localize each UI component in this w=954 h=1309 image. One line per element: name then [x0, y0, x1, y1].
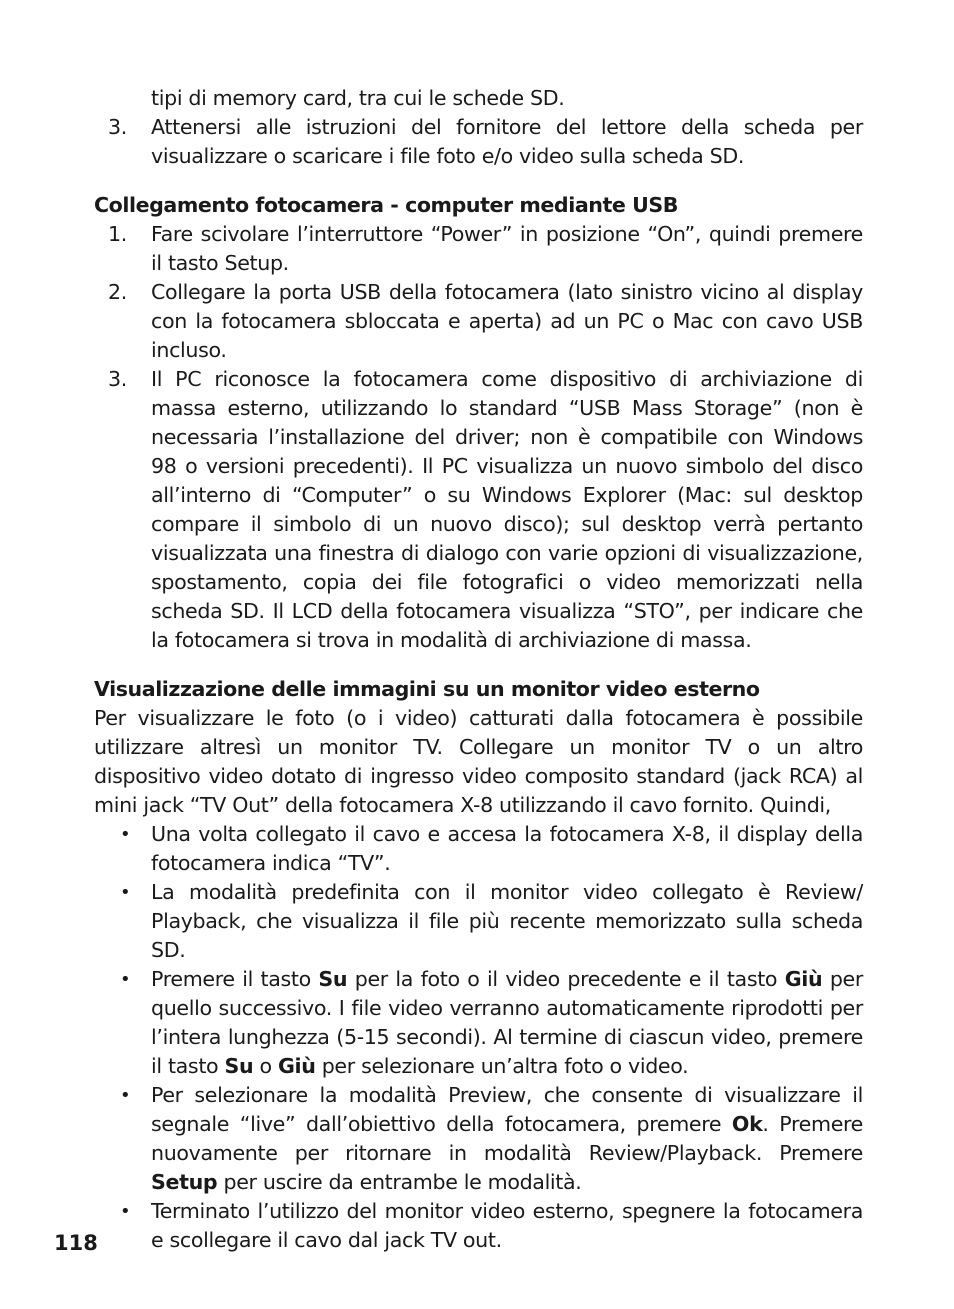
key-name-setup: Setup [151, 1170, 218, 1194]
list-item-text [151, 967, 863, 1078]
text-run: per uscire da entrambe le modalità. [217, 1170, 582, 1194]
tv-bullet-4 [94, 1081, 863, 1197]
tv-bullet-5 [94, 1197, 863, 1255]
tv-bullet-3 [94, 965, 863, 1081]
tv-bullet-2 [94, 878, 863, 965]
list-marker: 3. [108, 115, 127, 139]
sd-reader-step-3 [94, 113, 863, 171]
continued-list-text: tipi di memory card, tra cui le schede SD. [151, 86, 565, 110]
text-run: per selezionare un’altra foto o video. [315, 1054, 689, 1078]
key-name-su: Su [224, 1054, 254, 1078]
list-item-text: Attenersi alle istruzioni del fornitore del lettore della scheda per visualizzare o scaricare i file foto e/o video sulla scheda SD. [151, 115, 863, 168]
text-run: o [253, 1054, 278, 1078]
text-run: Premere il tasto [151, 967, 319, 991]
bullet-marker: • [120, 1201, 131, 1222]
bullet-marker: • [120, 824, 131, 845]
list-item-text: Il PC riconosce la fotocamera come dispositivo di archiviazione di massa esterno, utilizzando lo standard “USB Mass Storage” (non è necessaria l’installazione del driver; non è compatibile con Windows 98 o versioni precedenti). Il PC visualizza un nuovo simbolo del disco all’interno di “Computer” o su Windows Explorer (Mac: sul desktop compare il simbolo di un nuovo disco); sul desktop verrà pertanto visualizzata una finestra di dialogo con varie opzioni di visualizzazione, spostamento, copia dei file fotografici o video memorizzati nella scheda SD. Il LCD della fotocamera visualizza “STO”, per indicare che la fotocamera si trova in modalità di archiviazione di massa. [151, 367, 863, 652]
list-item-text: Una volta collegato il cavo e accesa la fotocamera X-8, il display della fotocamera indica “TV”. [151, 822, 863, 875]
list-item-text: Fare scivolare l’interruttore “Power” in posizione “On”, quindi premere il tasto Setup. [151, 222, 863, 275]
tv-bullet-1 [94, 820, 863, 878]
text-run: . Premere nuovamente per ritornare in modalità Review/Playback. Premere [151, 1112, 863, 1165]
bullet-marker: • [120, 969, 131, 990]
list-marker: 3. [108, 367, 127, 391]
list-item-text: La modalità predefinita con il monitor video collegato è Review/ Playback, che visualizza il file più recente memorizzato sulla scheda SD. [151, 880, 863, 962]
page-number: 118 [54, 1231, 98, 1255]
usb-section-heading: Collegamento fotocamera - computer mediante USB [94, 193, 679, 217]
usb-step-1 [94, 220, 863, 278]
list-item-text: Terminato l’utilizzo del monitor video esterno, spegnere la fotocamera e scollegare il cavo dal jack TV out. [151, 1199, 863, 1252]
list-marker: 2. [108, 280, 127, 304]
list-marker: 1. [108, 222, 127, 246]
text-run: Per selezionare la modalità Preview, che consente di visualizzare il segnale “live” dall’obiettivo della fotocamera, premere [151, 1083, 863, 1136]
bullet-marker: • [120, 882, 131, 903]
list-item-text [151, 1083, 863, 1194]
usb-step-2 [94, 278, 863, 365]
list-item-text: Collegare la porta USB della fotocamera (lato sinistro vicino al display con la fotocamera sbloccata e aperta) ad un PC o Mac con cavo USB incluso. [151, 280, 863, 362]
key-name-su: Su [318, 967, 348, 991]
bullet-marker: • [120, 1085, 131, 1106]
text-run: per la foto o il video precedente e il tasto [347, 967, 785, 991]
key-name-giu: Giù [277, 1054, 316, 1078]
tv-section-heading: Visualizzazione delle immagini su un monitor video esterno [94, 677, 760, 701]
usb-step-3 [94, 365, 863, 655]
key-name-ok: Ok [731, 1112, 763, 1136]
tv-section-intro: Per visualizzare le foto (o i video) catturati dalla fotocamera è possibile utilizzare altresì un monitor TV. Collegare un monitor TV o un altro dispositivo video dotato di ingresso video composito standard (jack RCA) al mini jack “TV Out” della fotocamera X-8 utilizzando il cavo fornito. Quindi, [94, 706, 863, 817]
text-run: per quello successivo. I file video verranno automaticamente riprodotti per l’intera lunghezza (5-15 secondi). Al termine di ciascun video, premere il tasto [151, 967, 863, 1078]
manual-page-body [94, 84, 863, 1255]
key-name-giu: Giù [784, 967, 823, 991]
